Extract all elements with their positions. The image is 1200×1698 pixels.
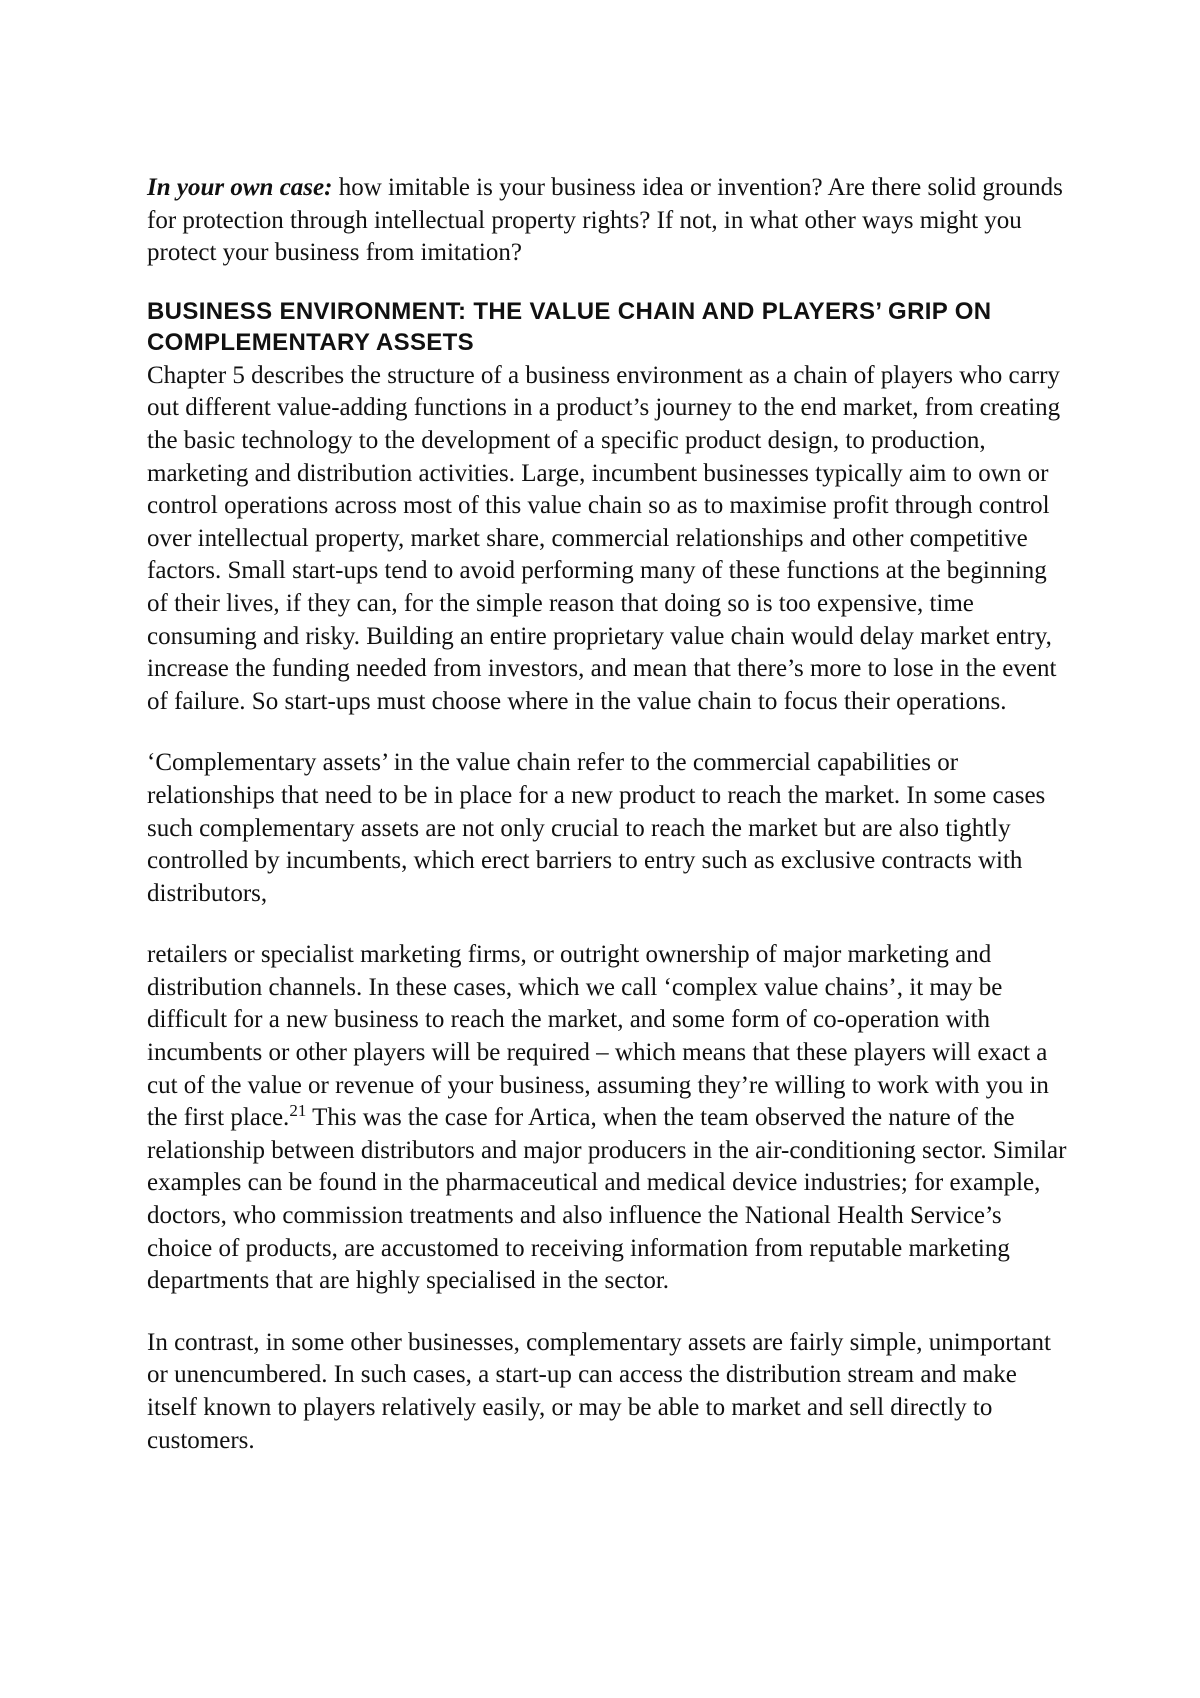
document-page <box>147 172 1067 1457</box>
body-paragraph-3 <box>147 939 1067 1298</box>
body-paragraph-2: ‘Complementary assets’ in the value chain refer to the commercial capabilities or relationships that need to be in place for a new product to reach the market. In some cases such complementary assets are not only crucial to reach the market but are also tightly controlled by incumbents, which erect barriers to entry such as exclusive contracts with distributors, <box>147 749 1046 907</box>
intro-label: In your own case: <box>147 174 333 201</box>
paragraph-3-text-after-note: This was the case for Artica, when the team observed the nature of the relationship between distributors and major producers in the air-conditioning sector. Similar examples can be found in the pharmaceutical and medical device industries; for example, doctors, who commission treatments and also influence the National Health Service’s choice of products, are accustomed to receiving information from reputable marketing departments that are highly specialised in the sector. <box>147 1104 1067 1295</box>
body-paragraph-4: In contrast, in some other businesses, complementary assets are fairly simple, unimportant or unencumbered. In such cases, a start-up can access the distribution stream and make itself known to players relatively easily, or may be able to market and sell directly to customers. <box>147 1328 1051 1454</box>
intro-paragraph <box>147 172 1067 270</box>
section-heading: BUSINESS ENVIRONMENT: THE VALUE CHAIN AND PLAYERS’ GRIP ON COMPLEMENTARY ASSETS <box>147 297 992 356</box>
footnote-reference[interactable]: 21 <box>289 1101 307 1121</box>
intro-text: how imitable is your business idea or invention? Are there solid grounds for protection through intellectual property rights? If not, in what other ways might you protect your business from imitation? <box>147 174 1063 267</box>
paragraph-3-text-before-note: retailers or specialist marketing firms, or outright ownership of major marketing and distribution channels. In these cases, which we call ‘complex value chains’, it may be difficult for a new business to reach the market, and some form of co-operation with incumbents or other players will be required – which means that these players will exact a cut of the value or revenue of your business, assuming they’re willing to work with you in the first place. <box>147 941 1049 1132</box>
body-paragraph-1: Chapter 5 describes the structure of a business environment as a chain of players who carry out different value-adding functions in a product’s journey to the end market, from creating the basic technology to the development of a specific product design, to production, marketing and distribution activities. Large, incumbent businesses typically aim to own or control operations across most of this value chain so as to maximise profit through control over intellectual property, market share, commercial relationships and other competitive factors. Small start-ups tend to avoid performing many of these functions at the beginning of their lives, if they can, for the simple reason that doing so is too expensive, time consuming and risky. Building an entire proprietary value chain would delay market entry, increase the funding needed from investors, and mean that there’s more to lose in the event of failure. So start-ups must choose where in the value chain to focus their operations. <box>147 361 1061 715</box>
